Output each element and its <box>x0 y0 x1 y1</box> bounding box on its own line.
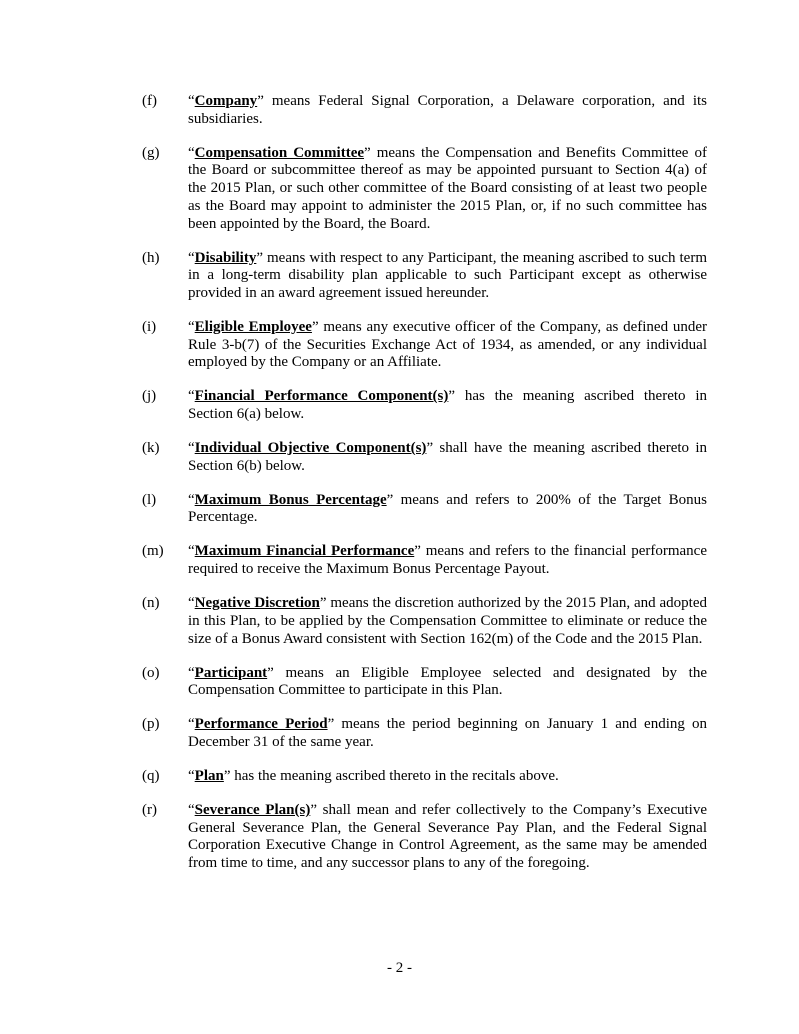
definition-letter: (m) <box>142 543 164 560</box>
definition-body <box>188 440 707 475</box>
open-quote: “ <box>188 801 195 818</box>
definition-term: Negative Discretion <box>194 595 320 612</box>
definition-body <box>188 319 707 372</box>
definition-item <box>142 768 707 786</box>
open-quote: “ <box>188 543 195 560</box>
definition-item <box>142 543 707 578</box>
definition-term: Financial Performance Component(s) <box>194 388 449 405</box>
definition-term: Disability <box>194 249 257 266</box>
open-quote: “ <box>188 144 195 161</box>
definition-item <box>142 93 707 128</box>
definition-text: ” means and refers to the financial performance required to receive the Maximum Bonus Percentage Payout. <box>188 543 707 578</box>
definition-item <box>142 388 707 423</box>
open-quote: “ <box>188 249 195 266</box>
definition-text: ” means an Eligible Employee selected and designated by the Compensation Committee to participate in this Plan. <box>188 664 707 699</box>
definition-body <box>188 388 707 423</box>
open-quote: “ <box>188 767 195 784</box>
open-quote: “ <box>188 388 195 405</box>
definition-body <box>188 595 707 648</box>
page-number: - 2 - <box>387 960 412 976</box>
definition-body <box>188 802 707 873</box>
definition-text: ” shall have the meaning ascribed thereto in Section 6(b) below. <box>188 440 707 474</box>
definition-letter: (k) <box>142 440 160 457</box>
definition-text: ” means the Compensation and Benefits Committee of the Board or subcommittee thereof as may be appointed pursuant to Section 4(a) of the 2015 Plan, or such other committee of the Board consisting of at least two people as the Board may appoint to administer the 2015 Plan, or, if no such committee has been appointed by the Board, the Board. <box>188 144 707 232</box>
definition-body <box>188 716 707 751</box>
definition-term: Individual Objective Component(s) <box>194 440 427 457</box>
open-quote: “ <box>188 93 195 109</box>
open-quote: “ <box>188 491 195 508</box>
definitions-list <box>142 93 707 889</box>
definition-text: ” has the meaning ascribed thereto in Section 6(a) below. <box>188 388 707 423</box>
definition-letter: (q) <box>142 767 160 784</box>
definition-body <box>188 250 707 303</box>
definition-text: ” means the period beginning on January 1 and ending on December 31 of the same year. <box>188 716 707 750</box>
definition-item <box>142 145 707 234</box>
definition-letter: (n) <box>142 595 160 612</box>
definition-body <box>188 93 707 128</box>
definition-text: ” shall mean and refer collectively to the Company’s Executive General Severance Plan, the General Severance Pay Plan, and the Federal Signal Corporation Executive Change in Control Agreement, as the same may be amended from time to time, and any successor plans to any of the foregoing. <box>188 801 707 872</box>
definition-term: Eligible Employee <box>194 318 312 335</box>
definition-letter: (j) <box>142 388 157 405</box>
definition-letter: (p) <box>142 716 160 733</box>
definition-text: ” means any executive officer of the Company, as defined under Rule 3-b(7) of the Securities Exchange Act of 1934, as amended, or any individual employed by the Company or an Affiliate. <box>188 318 708 371</box>
definition-body <box>188 145 707 234</box>
open-quote: “ <box>188 716 195 733</box>
definition-term: Maximum Financial Performance <box>194 543 415 560</box>
definition-item <box>142 716 707 751</box>
definition-text: ” means with respect to any Participant, the meaning ascribed to such term in a long-term disability plan applicable to such Participant except as otherwise provided in an award agreement issued hereunder. <box>188 249 707 301</box>
definition-letter: (l) <box>142 491 157 508</box>
definition-letter: (h) <box>142 249 160 266</box>
definition-term: Severance Plan(s) <box>194 801 311 818</box>
definition-item <box>142 665 707 700</box>
definition-item <box>142 319 707 372</box>
definition-item <box>142 492 707 527</box>
open-quote: “ <box>188 595 195 612</box>
definition-letter: (o) <box>142 664 160 681</box>
definition-term: Participant <box>194 664 268 681</box>
open-quote: “ <box>188 664 195 681</box>
definition-body <box>188 665 707 700</box>
open-quote: “ <box>188 440 195 457</box>
definition-item <box>142 595 707 648</box>
open-quote: “ <box>188 318 195 335</box>
definition-body <box>188 768 707 786</box>
definition-term: Company <box>194 93 258 109</box>
definition-term: Compensation Committee <box>194 144 365 161</box>
definition-text: ” means the discretion authorized by the 2015 Plan, and adopted in this Plan, to be applied by the Compensation Committee to eliminate or reduce the size of a Bonus Award consistent with Section 162(m) of the Code and the 2015 Plan. <box>188 595 707 647</box>
definition-letter: (f) <box>142 93 157 109</box>
definition-term: Performance Period <box>194 716 328 733</box>
definition-body <box>188 543 707 578</box>
definition-text: ” means Federal Signal Corporation, a Delaware corporation, and its subsidiaries. <box>188 93 707 127</box>
definition-body <box>188 492 707 527</box>
definition-letter: (r) <box>142 801 157 818</box>
definition-item <box>142 250 707 303</box>
definition-text: ” has the meaning ascribed thereto in the recitals above. <box>223 767 559 784</box>
definition-term: Plan <box>194 767 224 784</box>
definition-letter: (g) <box>142 144 160 161</box>
definition-letter: (i) <box>142 318 157 335</box>
definition-text: ” means and refers to 200% of the Target Bonus Percentage. <box>188 491 708 526</box>
definition-item <box>142 440 707 475</box>
definition-term: Maximum Bonus Percentage <box>194 491 387 508</box>
definition-item <box>142 802 707 873</box>
